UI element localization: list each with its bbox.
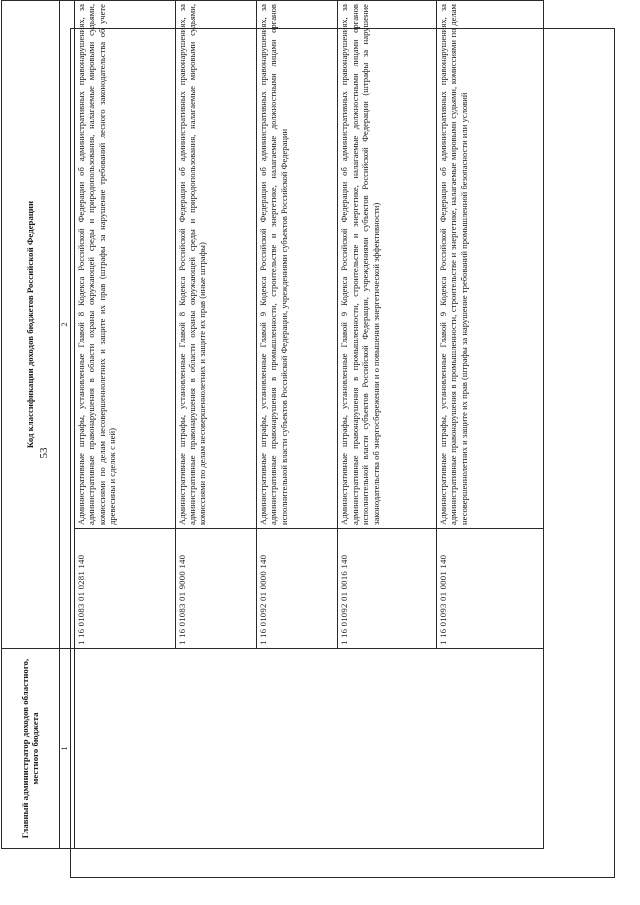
header-code-classification: Код классификации доходов бюджетов Российской Федерации <box>2 1 60 649</box>
name-cell: Административные штрафы, установленные Главой 9 Кодекса Российской Федерации об административных правонарушениях, за административные правонарушения в промышленности, строительстве и энергетике, налагаемые должностными лицами органов исполнительной власти субъектов Российской Федерации, учреждениями субъектов Российской Федерации <box>256 1 337 529</box>
revenue-classification-table <box>1 0 544 849</box>
table-row <box>74 1 175 849</box>
name-cell: Административные штрафы, установленные Главой 8 Кодекса Российской Федерации об административных правонарушениях, за административные правонарушения в области охраны окружающей среды и природопользования, налагаемые мировыми судьями, комиссиями по делам несовершеннолетних и защите их прав (штрафы за нарушение требований лесного законодательства об учете древесины и сделок с ней) <box>74 1 175 529</box>
code-cell: 1 16 01083 01 9000 140 <box>175 529 256 649</box>
name-cell: Административные штрафы, установленные Главой 8 Кодекса Российской Федерации об административных правонарушениях, за административные правонарушения в области охраны окружающей среды и природопользования, налагаемые мировыми судьями, комиссиями по делам несовершеннолетних и защите их прав (иные штрафы) <box>175 1 256 529</box>
admin-cell <box>74 649 543 849</box>
table-header-row <box>2 1 60 849</box>
code-cell: 1 16 01083 01 0281 140 <box>74 529 175 649</box>
name-cell: Административные штрафы, установленные Главой 9 Кодекса Российской Федерации об административных правонарушениях, за административные правонарушения в промышленности, строительстве и энергетике, налагаемые мировыми судьями, комиссиями по делам несовершеннолетних и защите их прав (штрафы за нарушение требований промышленной безопасности или условий <box>436 1 543 529</box>
code-cell: 1 16 01092 01 0000 140 <box>256 529 337 649</box>
header-admin: Главный администратор доходов областного, местного бюджета <box>2 649 60 849</box>
name-cell: Административные штрафы, установленные Главой 9 Кодекса Российской Федерации об административных правонарушениях, за административные правонарушения в промышленности, строительстве и энергетике, налагаемые должностными лицами органов исполнительной власти субъектов Российской Федерации, учреждениями субъектов Российской Федерации (штрафы за нарушение законодательства об энергосбережении и о повышении энергетической эффективности) <box>338 1 437 529</box>
code-cell: 1 16 01092 01 0016 140 <box>338 529 437 649</box>
column-number-2: 2 <box>59 1 74 649</box>
page-number: 53 <box>38 447 50 459</box>
column-number-row <box>59 1 74 849</box>
code-cell: 1 16 01093 01 0001 140 <box>436 529 543 649</box>
column-number-1: 1 <box>59 649 74 849</box>
